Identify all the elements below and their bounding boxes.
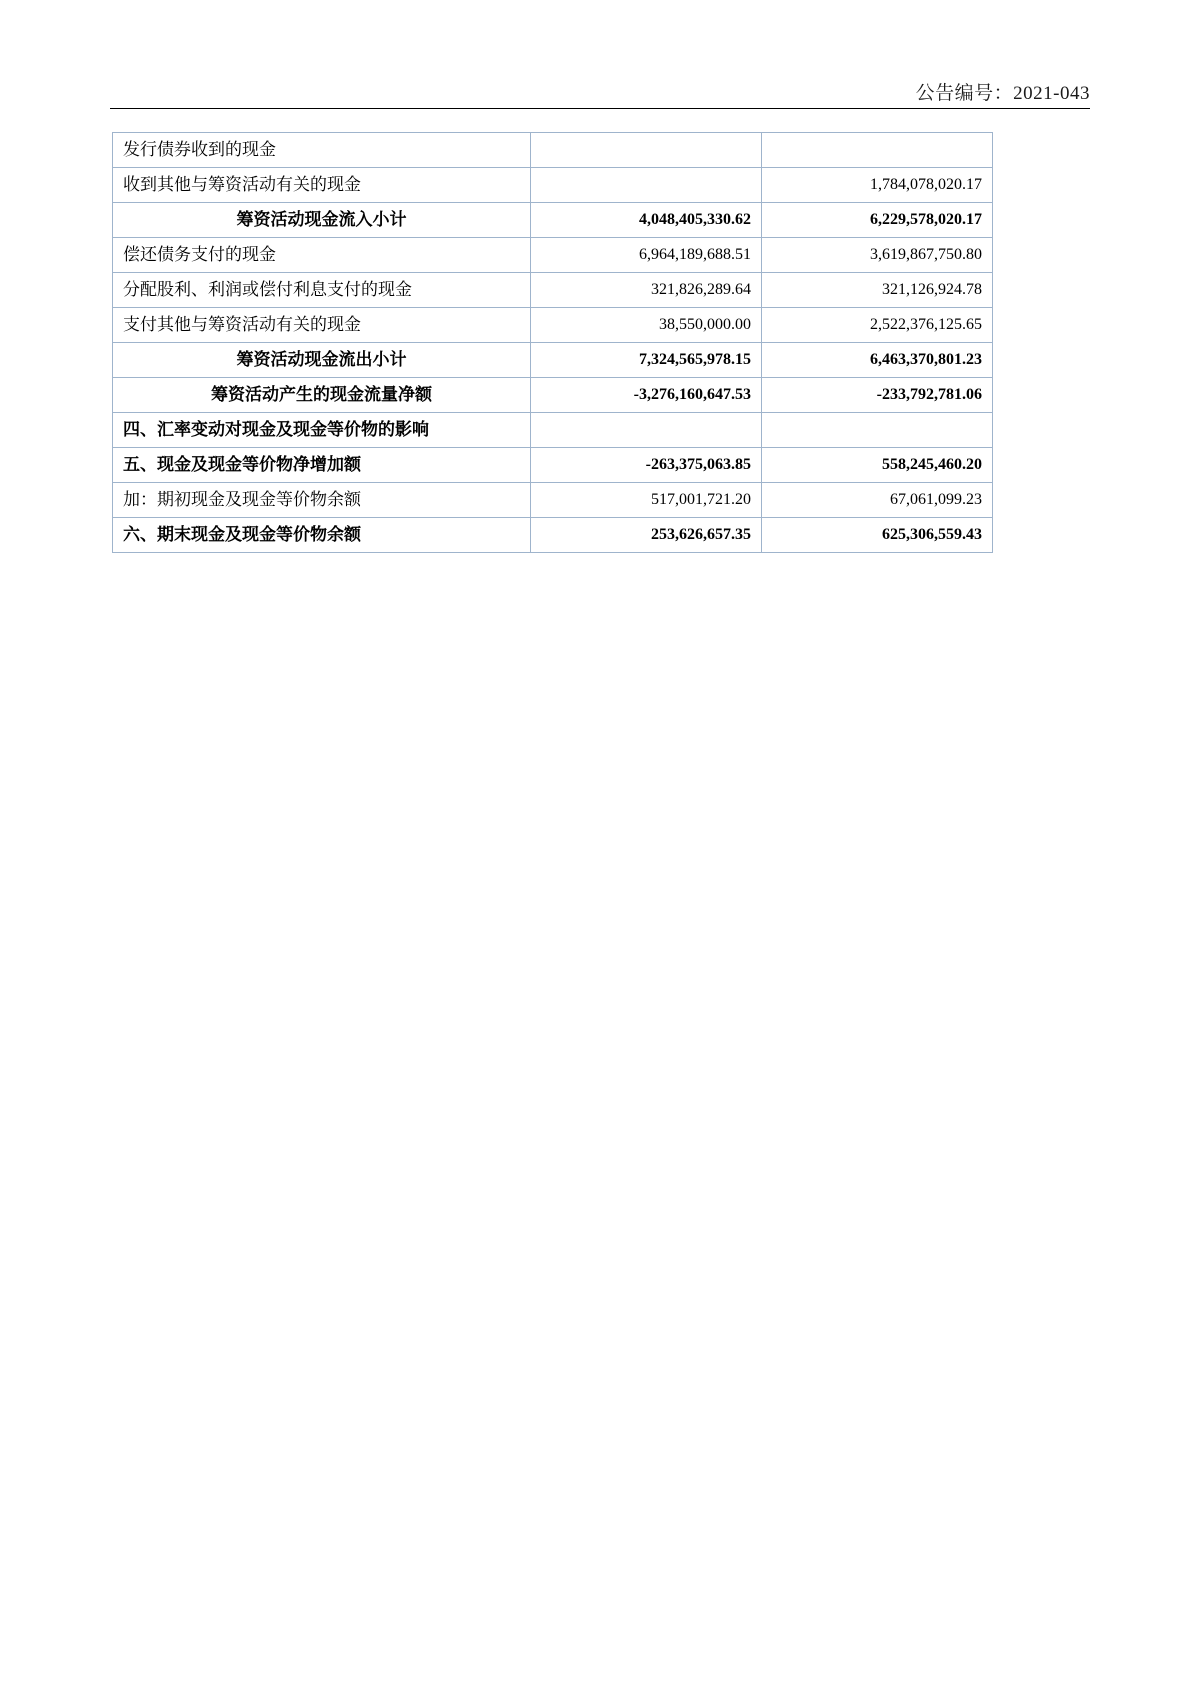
table-row	[113, 413, 993, 448]
row-label: 筹资活动产生的现金流量净额	[113, 378, 531, 413]
row-label: 偿还债务支付的现金	[113, 238, 531, 273]
row-value-current-period: 7,324,565,978.15	[531, 343, 762, 378]
table-row	[113, 133, 993, 168]
row-label: 六、期末现金及现金等价物余额	[113, 518, 531, 553]
row-label: 收到其他与筹资活动有关的现金	[113, 168, 531, 203]
row-value-current-period: 38,550,000.00	[531, 308, 762, 343]
row-value-current-period: 517,001,721.20	[531, 483, 762, 518]
row-value-current-period: 6,964,189,688.51	[531, 238, 762, 273]
table-row	[113, 203, 993, 238]
row-value-prior-period: -233,792,781.06	[762, 378, 993, 413]
table-body	[113, 133, 993, 553]
table-row	[113, 518, 993, 553]
page-header-announcement-number: 公告编号：2021-043	[915, 83, 1090, 104]
row-value-current-period: 321,826,289.64	[531, 273, 762, 308]
row-value-prior-period: 1,784,078,020.17	[762, 168, 993, 203]
table-row	[113, 168, 993, 203]
row-value-prior-period: 67,061,099.23	[762, 483, 993, 518]
table-row	[113, 378, 993, 413]
row-value-prior-period: 6,229,578,020.17	[762, 203, 993, 238]
table-row	[113, 308, 993, 343]
row-label: 支付其他与筹资活动有关的现金	[113, 308, 531, 343]
row-value-prior-period: 321,126,924.78	[762, 273, 993, 308]
table-row	[113, 343, 993, 378]
row-value-prior-period	[762, 413, 993, 448]
cash-flow-statement-table	[112, 132, 993, 553]
row-label: 五、现金及现金等价物净增加额	[113, 448, 531, 483]
row-label: 筹资活动现金流入小计	[113, 203, 531, 238]
row-label: 加：期初现金及现金等价物余额	[113, 483, 531, 518]
row-value-current-period: -263,375,063.85	[531, 448, 762, 483]
row-label: 分配股利、利润或偿付利息支付的现金	[113, 273, 531, 308]
row-value-current-period	[531, 413, 762, 448]
row-label: 筹资活动现金流出小计	[113, 343, 531, 378]
row-value-prior-period	[762, 133, 993, 168]
row-value-current-period: -3,276,160,647.53	[531, 378, 762, 413]
row-label: 四、汇率变动对现金及现金等价物的影响	[113, 413, 531, 448]
row-value-prior-period: 558,245,460.20	[762, 448, 993, 483]
table-row	[113, 273, 993, 308]
row-value-prior-period: 3,619,867,750.80	[762, 238, 993, 273]
row-value-current-period	[531, 133, 762, 168]
cash-flow-table-container	[112, 132, 992, 553]
row-label: 发行债券收到的现金	[113, 133, 531, 168]
table-row	[113, 483, 993, 518]
row-value-prior-period: 6,463,370,801.23	[762, 343, 993, 378]
row-value-prior-period: 625,306,559.43	[762, 518, 993, 553]
table-row	[113, 238, 993, 273]
row-value-current-period: 253,626,657.35	[531, 518, 762, 553]
row-value-prior-period: 2,522,376,125.65	[762, 308, 993, 343]
row-value-current-period: 4,048,405,330.62	[531, 203, 762, 238]
table-row	[113, 448, 993, 483]
header-divider	[110, 108, 1090, 109]
row-value-current-period	[531, 168, 762, 203]
